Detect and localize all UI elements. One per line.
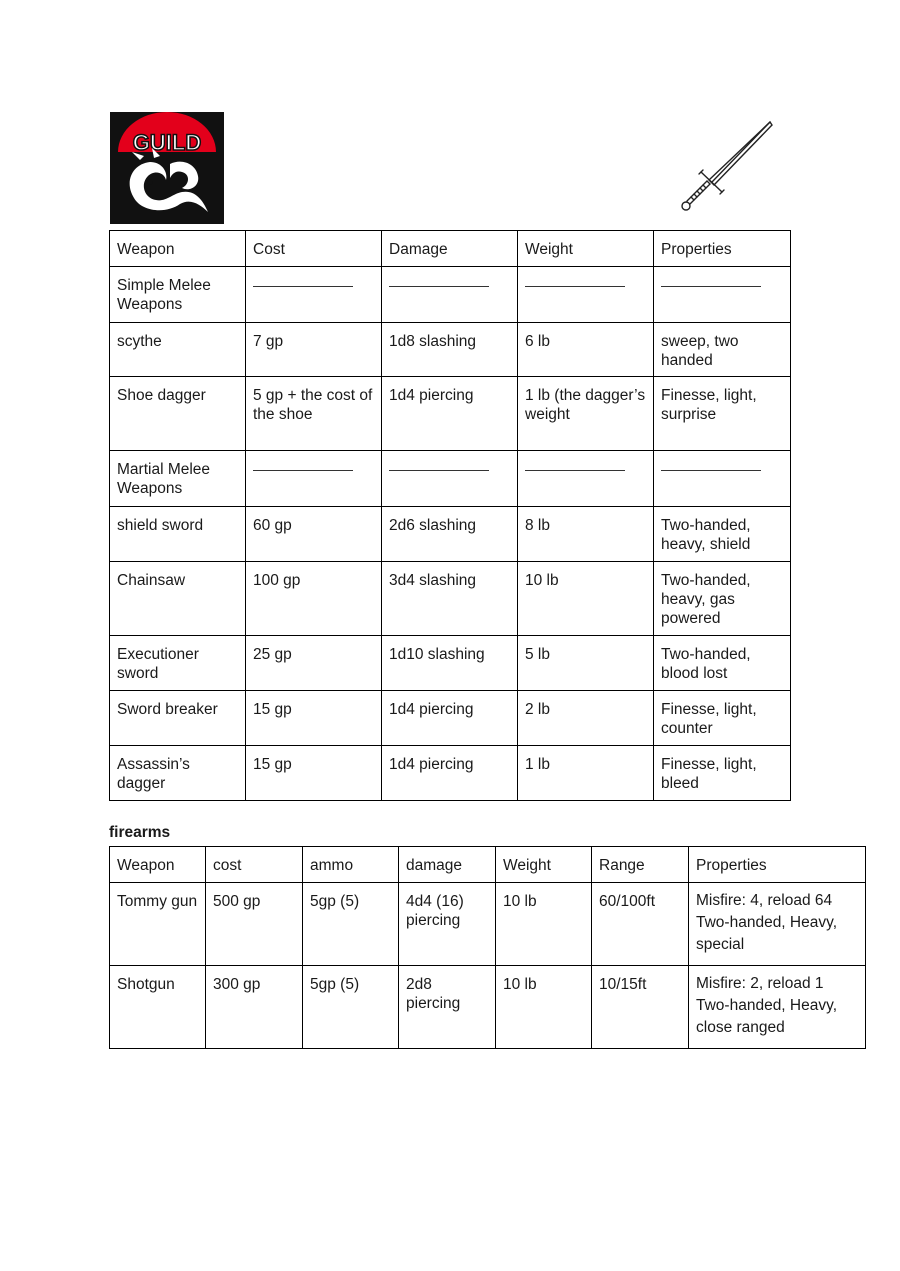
weapon-properties: Two-handed, heavy, gas powered [654,562,791,636]
table-row [110,636,791,691]
header-weapon: Weapon [110,231,246,267]
dash-line [525,470,625,471]
section-row-simple-melee [110,267,791,323]
table-row [110,691,791,746]
weapon-weight: 5 lb [518,636,654,691]
dash-line [253,470,353,471]
weapon-name: Shotgun [110,966,206,1049]
weapon-weight: 2 lb [518,691,654,746]
table-row [110,507,791,562]
weapon-range: 60/100ft [592,883,689,966]
weapon-name: scythe [110,323,246,377]
header-ammo: ammo [303,847,399,883]
empty-cell [518,267,654,323]
weapon-properties: Finesse, light, counter [654,691,791,746]
weapon-weight: 10 lb [496,883,592,966]
weapon-cost: 25 gp [246,636,382,691]
weapon-name: Sword breaker [110,691,246,746]
weapon-cost: 300 gp [206,966,303,1049]
table-header-row [110,231,791,267]
weapon-cost: 7 gp [246,323,382,377]
empty-cell [518,451,654,507]
header-cost: Cost [246,231,382,267]
table-row [110,377,791,451]
table-header-row [110,847,866,883]
section-label: Martial Melee Weapons [110,451,246,507]
dash-line [389,286,489,287]
weapon-damage: 1d4 piercing [382,377,518,451]
weapon-properties: Two-handed, heavy, shield [654,507,791,562]
weapon-cost: 15 gp [246,691,382,746]
weapon-damage: 3d4 slashing [382,562,518,636]
header-weapon: Weapon [110,847,206,883]
weapon-ammo: 5gp (5) [303,883,399,966]
firearms-heading: firearms [109,824,171,841]
weapon-properties [689,883,866,966]
header-cost: cost [206,847,303,883]
weapon-name: Tommy gun [110,883,206,966]
weapon-name: Assassin’s dagger [110,746,246,801]
firearms-table [109,846,866,1049]
header-damage: Damage [382,231,518,267]
table-row [110,746,791,801]
weapon-cost: 500 gp [206,883,303,966]
weapon-damage: 2d8 piercing [399,966,496,1049]
header-weight: Weight [496,847,592,883]
empty-cell [246,451,382,507]
logo-text: GUILD [132,130,202,155]
melee-weapons-table [109,230,791,801]
weapon-weight: 10 lb [496,966,592,1049]
header-weight: Weight [518,231,654,267]
weapon-damage: 1d4 piercing [382,746,518,801]
empty-cell [654,267,791,323]
table-row [110,323,791,377]
weapon-properties: sweep, two handed [654,323,791,377]
weapon-cost: 100 gp [246,562,382,636]
weapon-name: Shoe dagger [110,377,246,451]
weapon-cost: 5 gp + the cost of the shoe [246,377,382,451]
weapon-cost: 15 gp [246,746,382,801]
weapon-weight: 1 lb (the dagger’s weight [518,377,654,451]
table-row [110,562,791,636]
weapon-range: 10/15ft [592,966,689,1049]
dash-line [661,286,761,287]
weapon-cost: 60 gp [246,507,382,562]
weapon-name: Chainsaw [110,562,246,636]
guild-dragon-logo [110,112,224,224]
weapon-name: shield sword [110,507,246,562]
section-row-martial-melee [110,451,791,507]
weapon-properties: Finesse, light, bleed [654,746,791,801]
section-label: Simple Melee Weapons [110,267,246,323]
header-damage: damage [399,847,496,883]
weapon-weight: 10 lb [518,562,654,636]
dash-line [253,286,353,287]
empty-cell [654,451,791,507]
properties-text: Misfire: 2, reload 1 Two-handed, Heavy, close ranged [696,975,838,1036]
header-range: Range [592,847,689,883]
header-properties: Properties [689,847,866,883]
weapon-damage: 2d6 slashing [382,507,518,562]
dash-line [661,470,761,471]
empty-cell [382,451,518,507]
weapon-damage: 1d4 piercing [382,691,518,746]
weapon-properties [689,966,866,1049]
weapon-weight: 6 lb [518,323,654,377]
weapon-damage: 4d4 (16) piercing [399,883,496,966]
weapon-weight: 8 lb [518,507,654,562]
weapon-damage: 1d8 slashing [382,323,518,377]
table-row [110,883,866,966]
weapon-name: Executioner sword [110,636,246,691]
weapon-ammo: 5gp (5) [303,966,399,1049]
empty-cell [382,267,518,323]
weapon-weight: 1 lb [518,746,654,801]
sword-icon [676,118,776,216]
weapon-properties: Finesse, light, surprise [654,377,791,451]
dash-line [389,470,489,471]
header-properties: Properties [654,231,791,267]
empty-cell [246,267,382,323]
weapon-damage: 1d10 slashing [382,636,518,691]
table-row [110,966,866,1049]
weapon-properties: Two-handed, blood lost [654,636,791,691]
properties-text: Misfire: 4, reload 64 Two-handed, Heavy, special [696,892,838,953]
dash-line [525,286,625,287]
